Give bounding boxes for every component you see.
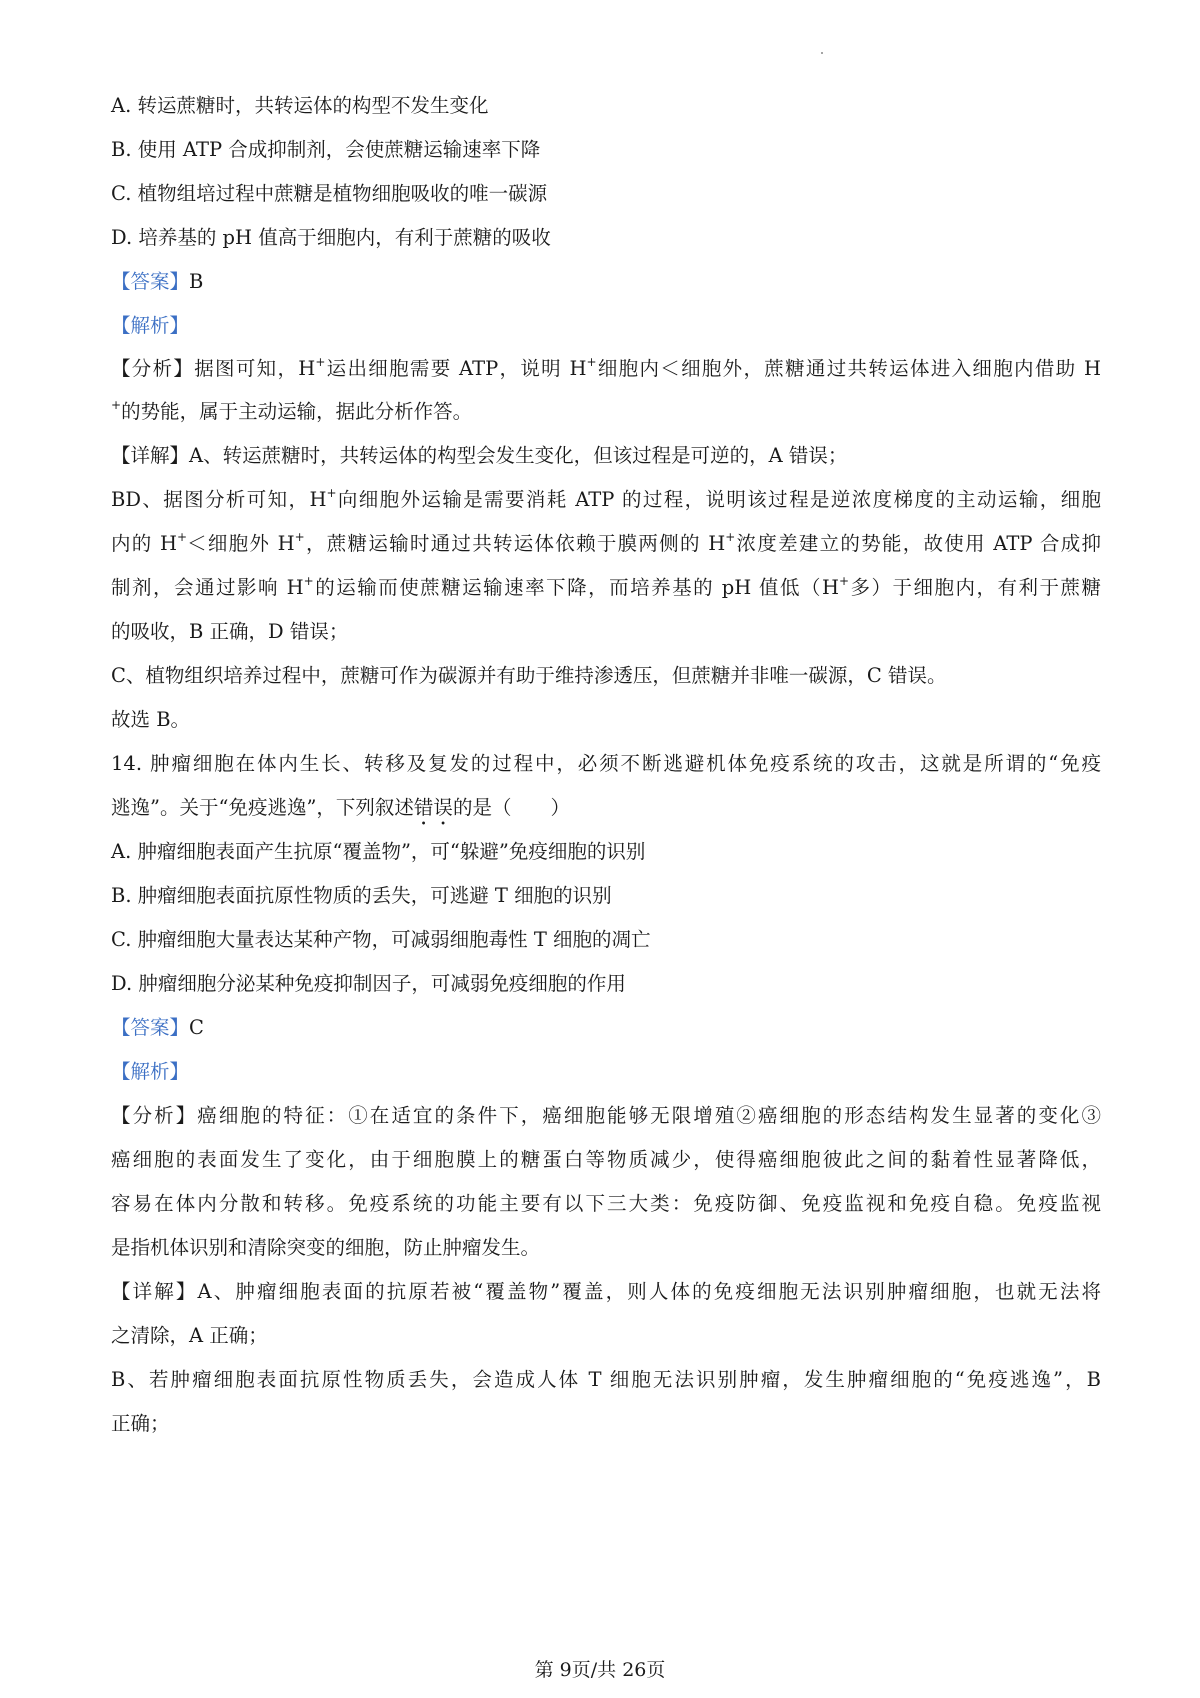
q14-fenxi-line3: 容易在体内分散和转移。免疫系统的功能主要有以下三大类：免疫防御、免疫监视和免疫自稳。免疫监视 — [111, 1192, 1101, 1215]
text-run: 的运输而使蔗糖运输速率下降，而培养基的 pH 值低（H — [313, 576, 839, 599]
q14-fenxi-line4: 是指机体识别和清除突变的细胞，防止肿瘤发生。 — [111, 1236, 541, 1259]
fenxi-tag: 【分析】 — [111, 357, 195, 380]
text-run: 逃逸”。关于“免疫逃逸”，下列叙述 — [111, 796, 414, 819]
q14-fenxi-line1 — [111, 1104, 1101, 1128]
answer-tag: 【答案】 — [111, 1016, 190, 1039]
text-run: 向细胞外运输是需要消耗 ATP 的过程，说明该过程是逆浓度梯度的主动运输，细胞 — [336, 488, 1101, 511]
q13-fenxi-line1 — [111, 354, 1101, 381]
emphasized-word: 错误 — [413, 796, 453, 819]
q14-option-b: B. 肿瘤细胞表面抗原性物质的丢失，可逃避 T 细胞的识别 — [111, 884, 612, 907]
q13-c-explanation: C、植物组织培养过程中，蔗糖可作为碳源并有助于维持渗透压，但蔗糖并非唯一碳源，C 错误。 — [111, 664, 947, 687]
q14-stem-line2 — [111, 796, 1101, 830]
xiangjie-tag: 【详解】 — [111, 1280, 198, 1303]
text-run: ，蔗糖运输时通过共转运体依赖于膜两侧的 H — [304, 532, 726, 555]
q14-option-a: A. 肿瘤细胞表面产生抗原“覆盖物”，可“躲避”免疫细胞的识别 — [111, 840, 646, 863]
text-run: 的是（ ） — [452, 796, 570, 819]
text-run: 的势能，属于主动运输，据此分析作答。 — [121, 400, 473, 423]
page-number-footer: 第 9页/共 26页 — [534, 1659, 666, 1681]
q13-bd-line4: 的吸收，B 正确，D 错误； — [111, 620, 349, 643]
fenxi-tag: 【分析】 — [111, 1104, 198, 1127]
q14-xiangjie-a-line1 — [111, 1280, 1101, 1304]
q13-option-c: C. 植物组培过程中蔗糖是植物细胞吸收的唯一碳源 — [111, 182, 548, 205]
superscript-plus: + — [725, 529, 736, 544]
answer-tag: 【答案】 — [111, 270, 190, 293]
q13-analysis-heading — [111, 314, 1101, 338]
q13-fenxi-line2 — [111, 397, 1101, 424]
text-run: A、肿瘤细胞表面的抗原若被“覆盖物”覆盖，则人体的免疫细胞无法识别肿瘤细胞，也就无法将 — [197, 1280, 1101, 1303]
q13-bd-line1 — [111, 485, 1101, 512]
q13-option-b: B. 使用 ATP 合成抑制剂，会使蔗糖运输速率下降 — [111, 138, 541, 161]
text-run: ＜细胞外 H — [187, 532, 295, 555]
superscript-plus: + — [315, 354, 326, 369]
q14-xiangjie-b-line1: B、若肿瘤细胞表面抗原性物质丢失，会造成人体 T 细胞无法识别肿瘤，发生肿瘤细胞的“免疫逃逸”，B — [111, 1368, 1101, 1391]
q13-answer — [111, 270, 1101, 294]
analysis-tag: 【解析】 — [111, 1060, 190, 1083]
text-run: BD、据图分析可知，H — [111, 488, 327, 511]
q14-answer — [111, 1016, 1101, 1040]
q14-option-c: C. 肿瘤细胞大量表达某种产物，可减弱细胞毒性 T 细胞的凋亡 — [111, 928, 651, 951]
superscript-plus: + — [111, 397, 122, 412]
answer-value: C — [189, 1016, 204, 1039]
q14-stem-line1: 14. 肿瘤细胞在体内生长、转移及复发的过程中，必须不断逃避机体免疫系统的攻击，这就是所谓的“免疫 — [111, 752, 1101, 775]
text-run: 浓度差建立的势能，故使用 ATP 合成抑 — [735, 532, 1101, 555]
q13-conclusion: 故选 B。 — [111, 708, 191, 731]
text-run: 细胞内＜细胞外，蔗糖通过共转运体进入细胞内借助 H — [596, 357, 1101, 380]
answer-value: B — [189, 270, 204, 293]
analysis-tag: 【解析】 — [111, 314, 190, 337]
text-run: 癌细胞的特征：①在适宜的条件下，癌细胞能够无限增殖②癌细胞的形态结构发生显著的变化③ — [197, 1104, 1101, 1127]
superscript-plus: + — [303, 573, 314, 588]
q13-option-d: D. 培养基的 pH 值高于细胞内，有利于蔗糖的吸收 — [111, 226, 551, 249]
superscript-plus: + — [177, 529, 188, 544]
text-run: 据图可知，H — [194, 357, 316, 380]
superscript-plus: + — [326, 485, 337, 500]
q14-analysis-heading — [111, 1060, 1101, 1084]
q13-option-a: A. 转运蔗糖时，共转运体的构型不发生变化 — [111, 94, 489, 117]
superscript-plus: + — [586, 354, 597, 369]
q14-xiangjie-b-line2: 正确； — [111, 1412, 170, 1435]
text-run: A、转运蔗糖时，共转运体的构型会发生变化，但该过程是可逆的，A 错误； — [189, 444, 848, 467]
text-run: 运出细胞需要 ATP，说明 H — [325, 357, 587, 380]
xiangjie-tag: 【详解】 — [111, 444, 190, 467]
q13-bd-line3 — [111, 573, 1101, 600]
speck-mark — [821, 52, 823, 54]
q13-xiangjie-a — [111, 444, 1101, 468]
text-run: 制剂，会通过影响 H — [111, 576, 304, 599]
text-run: 多）于细胞内，有利于蔗糖 — [849, 576, 1101, 599]
superscript-plus: + — [838, 573, 850, 588]
superscript-plus: + — [294, 529, 305, 544]
q14-fenxi-line2: 癌细胞的表面发生了变化，由于细胞膜上的糖蛋白等物质减少，使得癌细胞彼此之间的黏着性显著降低， — [111, 1148, 1101, 1171]
q13-bd-line2 — [111, 529, 1101, 556]
text-run: 内的 H — [111, 532, 178, 555]
q14-xiangjie-a-line2: 之清除，A 正确； — [111, 1324, 268, 1347]
q14-option-d: D. 肿瘤细胞分泌某种免疫抑制因子，可减弱免疫细胞的作用 — [111, 972, 626, 995]
